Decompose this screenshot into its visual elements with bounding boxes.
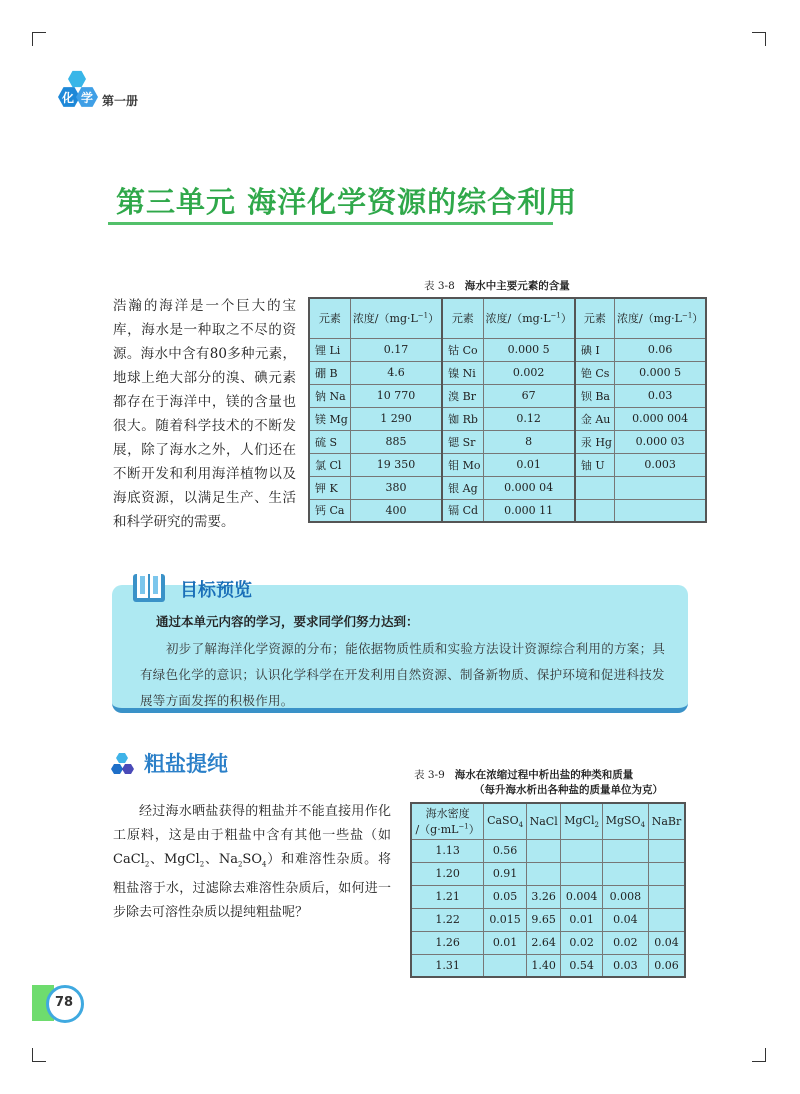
table-cell (614, 476, 706, 499)
goals-body: 初步了解海洋化学资源的分布；能依据物质性质和实验方法设计资源综合利用的方案；具有绿色化学的意识；认识化学科学在开发利用自然资源、制备新物质、保护环境和促进科技发展等方面发挥的积极作用。 (140, 641, 666, 708)
section-title: 粗盐提纯 (144, 752, 228, 776)
table-cell: 0.000 03 (614, 430, 706, 453)
table-cell (614, 499, 706, 522)
table-row (411, 908, 685, 931)
table-row (309, 361, 706, 384)
badge-char-1: 化 (62, 91, 75, 105)
page-number: 78 (55, 995, 74, 1010)
table-cell: 67 (483, 384, 575, 407)
table-row (411, 931, 685, 954)
table-row (309, 430, 706, 453)
table-cell: 0.004 (561, 885, 602, 908)
crop-mark-bottom-left (32, 1048, 46, 1062)
table-row (411, 862, 685, 885)
header-concentration: 浓度$/(mg\cdot L^{-1})$ (350, 298, 442, 338)
table-cell: 钡 Ba (575, 384, 615, 407)
table-cell: 锂 Li (309, 338, 350, 361)
table-cell (575, 499, 615, 522)
table-cell: 硫 S (309, 430, 350, 453)
table-number: 表 3-9 (414, 769, 445, 781)
table-cell: 0.000 11 (483, 499, 575, 522)
table-number: 表 3-8 (424, 280, 455, 292)
table-cell: 0.56 (484, 839, 527, 862)
table-cell: 400 (350, 499, 442, 522)
table-cell: 0.12 (483, 407, 575, 430)
table-cell: 0.06 (614, 338, 706, 361)
crop-mark-top-right (752, 32, 766, 46)
table-cell: 0.06 (648, 954, 685, 977)
table-cell: 铀 U (575, 453, 615, 476)
table-cell (648, 862, 685, 885)
table-cell: 0.01 (561, 908, 602, 931)
table-cell: 碘 I (575, 338, 615, 361)
table-cell (648, 885, 685, 908)
crop-mark-bottom-right (752, 1048, 766, 1062)
table-cell (561, 839, 602, 862)
table-row (411, 885, 685, 908)
table-cell: 10 770 (350, 384, 442, 407)
table-3-9-caption (414, 767, 633, 782)
table-cell: 0.003 (614, 453, 706, 476)
table-cell: 0.01 (484, 931, 527, 954)
table-cell: 0.02 (561, 931, 602, 954)
table-title: 海水中主要元素的含量 (464, 280, 570, 292)
table-cell: 1.13 (411, 839, 484, 862)
book-volume: 第一册 (102, 94, 139, 108)
salt-precipitation-table (410, 802, 686, 978)
badge-char-2: 学 (81, 91, 94, 105)
table-title: 海水在浓缩过程中析出盐的种类和质量 (454, 769, 634, 781)
table-cell: 0.000 004 (614, 407, 706, 430)
table-3-8-caption (424, 278, 570, 293)
hexagon-icon (68, 70, 86, 88)
table-row (309, 499, 706, 522)
table-header-row (309, 298, 706, 338)
crop-mark-top-left (32, 32, 46, 46)
header-mgso4: MgSO$_4$ (602, 803, 648, 839)
table-header-row (411, 803, 685, 839)
goals-lead: 通过本单元内容的学习，要求同学们努力达到： (156, 614, 419, 629)
table-cell (526, 839, 561, 862)
table-cell: 1.31 (411, 954, 484, 977)
header-element: 元素 (575, 298, 615, 338)
table-cell: 银 Ag (442, 476, 483, 499)
table-cell: 钴 Co (442, 338, 483, 361)
hexagon-cluster-icon (110, 752, 140, 778)
table-cell: 0.17 (350, 338, 442, 361)
header-density: 海水密度 $/(g\cdot mL^{-1})$ (411, 803, 484, 839)
title-underline (108, 222, 553, 225)
table-cell: 钼 Mo (442, 453, 483, 476)
table-cell: 0.000 5 (483, 338, 575, 361)
header-mgcl2: MgCl$_2$ (561, 803, 602, 839)
table-cell: 镍 Ni (442, 361, 483, 384)
table-cell (602, 839, 648, 862)
table-cell: 钠 Na (309, 384, 350, 407)
table-cell: 0.01 (483, 453, 575, 476)
table-cell: 1.22 (411, 908, 484, 931)
table-cell: 9.65 (526, 908, 561, 931)
table-cell: 1.26 (411, 931, 484, 954)
unit-title: 第三单元 海洋化学资源的综合利用 (116, 185, 578, 219)
table-cell: 0.02 (602, 931, 648, 954)
element-content-table (308, 297, 707, 523)
table-cell: 钾 K (309, 476, 350, 499)
table-cell: 380 (350, 476, 442, 499)
table-cell (648, 908, 685, 931)
table-cell: 0.04 (602, 908, 648, 931)
table-cell (602, 862, 648, 885)
table-cell: 铷 Rb (442, 407, 483, 430)
header-element: 元素 (309, 298, 350, 338)
table-row (309, 453, 706, 476)
table-cell: 镁 Mg (309, 407, 350, 430)
table-cell: 0.91 (484, 862, 527, 885)
table-cell (484, 954, 527, 977)
table-cell: 0.015 (484, 908, 527, 931)
table-cell (526, 862, 561, 885)
table-cell: 0.05 (484, 885, 527, 908)
table-cell: 2.64 (526, 931, 561, 954)
table-cell: 钙 Ca (309, 499, 350, 522)
table-row (309, 476, 706, 499)
goals-heading (132, 568, 272, 608)
table-cell: 锶 Sr (442, 430, 483, 453)
table-cell: 0.008 (602, 885, 648, 908)
header-element: 元素 (442, 298, 483, 338)
table-row (411, 839, 685, 862)
table-cell: 19 350 (350, 453, 442, 476)
table-cell (575, 476, 615, 499)
header-nacl: NaCl (526, 803, 561, 839)
table-row (309, 407, 706, 430)
table-cell: 0.04 (648, 931, 685, 954)
goals-title: 目标预览 (180, 580, 252, 601)
table-row (309, 338, 706, 361)
table-row (309, 384, 706, 407)
table-cell: 金 Au (575, 407, 615, 430)
table-cell: 0.000 5 (614, 361, 706, 384)
table-cell: 4.6 (350, 361, 442, 384)
header-caso4: CaSO$_4$ (484, 803, 527, 839)
table-cell: 0.03 (614, 384, 706, 407)
table-cell: 镉 Cd (442, 499, 483, 522)
table-cell: 硼 B (309, 361, 350, 384)
table-cell: 8 (483, 430, 575, 453)
header-nabr: NaBr (648, 803, 685, 839)
table-cell: 885 (350, 430, 442, 453)
table-cell: 3.26 (526, 885, 561, 908)
table-cell: 1.40 (526, 954, 561, 977)
table-cell: 汞 Hg (575, 430, 615, 453)
table-cell (648, 839, 685, 862)
table-cell: 1.20 (411, 862, 484, 885)
table-cell: 0.000 04 (483, 476, 575, 499)
intro-paragraph: 浩瀚的海洋是一个巨大的宝库，海水是一种取之不尽的资源。海水中含有80多种元素，地球上绝大部分的溴、碘元素都存在于海洋中，镁的含量也很大。随着科学技术的不断发展，除了海水之外，人们还在不断开发和利用海洋植物以及海底资源，以满足生产、生活和科学研究的需要。 (113, 298, 296, 530)
table-cell (561, 862, 602, 885)
table-cell: 溴 Br (442, 384, 483, 407)
section-paragraph: 经过海水晒盐获得的粗盐并不能直接用作化工原料，这是由于粗盐中含有其他一些盐（如CaCl$_2$、MgCl$_2$、$Na_2SO_4$）和难溶性杂质。将粗盐溶于水，过滤除去难溶性杂质后，如何进一步除去可溶性杂质以提纯粗盐呢？ (113, 804, 391, 920)
table-cell: 0.54 (561, 954, 602, 977)
table-cell: 氯 Cl (309, 453, 350, 476)
book-icon (132, 568, 166, 604)
table-cell: 0.03 (602, 954, 648, 977)
table-cell: 1.21 (411, 885, 484, 908)
book-header-badge (46, 70, 146, 110)
table-cell: 铯 Cs (575, 361, 615, 384)
table-cell: 0.002 (483, 361, 575, 384)
header-concentration: 浓度$/(mg\cdot L^{-1})$ (483, 298, 575, 338)
table-cell: 1 290 (350, 407, 442, 430)
header-concentration: 浓度$/(mg\cdot L^{-1})$ (614, 298, 706, 338)
table-row (411, 954, 685, 977)
table-3-9-subtitle: （每升海水析出各种盐的质量单位为克） (474, 784, 663, 796)
